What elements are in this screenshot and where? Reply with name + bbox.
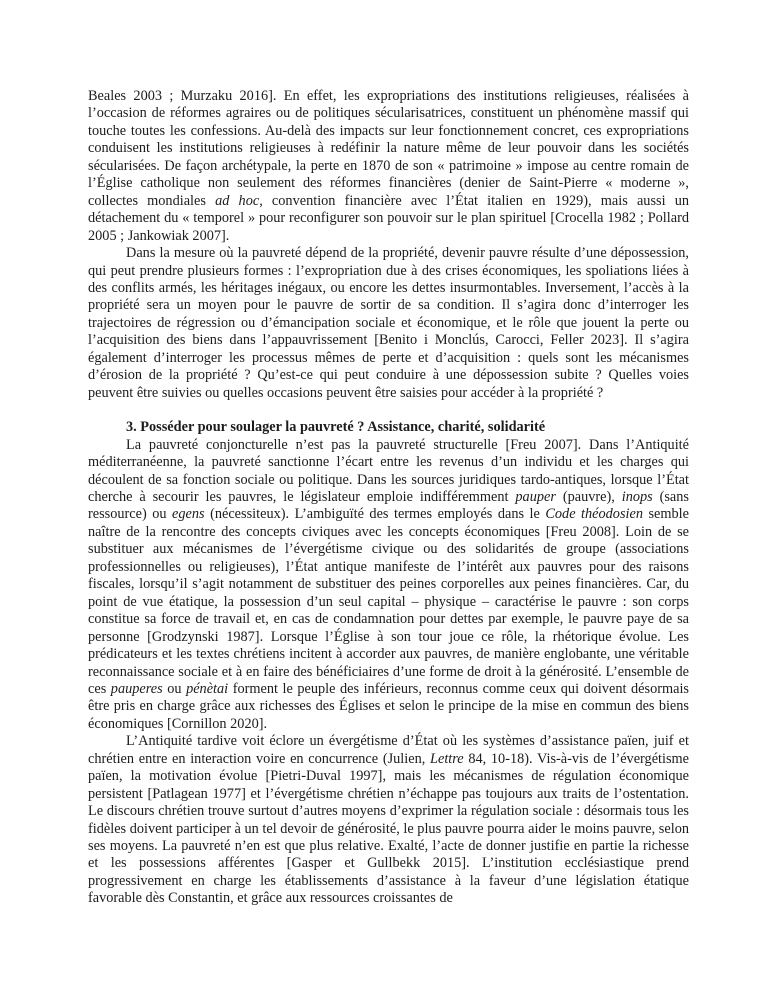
italic-text-run: pauper (515, 488, 556, 505)
paragraph-evergetisme (88, 733, 689, 908)
italic-text-run: inops (621, 488, 653, 505)
text-run: semble naître de la rencontre des concepts civiques avec les concepts économiques [Freu 2008]. Loin de se substituer aux mécanismes de l’évergétisme civique ou des solidarités de groupe (associations professionnelles ou religieuses), l’État antique manifeste de l’intérêt aux pauvres pour des raisons fiscales, lorsqu’il s’agit notamment de substituer des peines corporelles aux peines financières. Car, du point de vue étatique, la possession d’un seul capital – physique – caractérise le pauvre : son corps constitue sa force de travail et, en cas de condamnation pour dettes par exemple, le pauvre paye de sa personne [Grodzynski 1987]. Lorsque l’Église à son tour joue ce rôle, la rhétorique évolue. Les prédicateurs et les textes chrétiens incitent à accorder aux pauvres, de manière englobante, une véritable reconnaissance sociale et à en faire des bénéficiaires d’une forme de droit à la générosité. L’ensemble de ces (88, 506, 689, 697)
text-run: 3. Posséder pour soulager la pauvreté ? Assistance, charité, solidarité (126, 419, 546, 436)
text-run: 84, 10-18). Vis-à-vis de l’évergétisme païen, la motivation évolue [Pietri-Duval 1997], mais les mécanismes de régulation économique persistent [Patlagean 1977] et l’évergétisme chrétien n’échappe pas toujours aux traits de l’ostentation. Le discours chrétien trouve surtout d’autres moyens d’exprimer la régulation sociale : désormais tous les fidèles doivent participer à un tel devoir de générosité, le plus pauvre pourra aider le moins pauvre, selon ses moyens. La pauvreté n’en est que plus relative. Exalté, l’acte de donner justifie en partie la richesse et les possessions afférentes [Gasper et Gullbekk 2015]. L’institution ecclésiastique prend progressivement en charge les établissements d’assistance à la faveur d’une législation étatique favorable dès Constantin, et grâce aux ressources croissantes de (88, 750, 690, 907)
text-run: (sans ressource) ou (88, 488, 689, 523)
italic-text-run: Code théodosien (545, 506, 643, 523)
italic-text-run: ad hoc (215, 192, 260, 209)
paragraph-expropriations (88, 88, 689, 245)
text-run: La pauvreté conjoncturelle n’est pas la pauvreté structurelle [Freu 2007]. Dans l’Antiquité méditerranéenne, la pauvreté sanctionne l’écart entre les revenus d’un individu et les charges qui découlent de sa fonction sociale ou politique. Dans les sources juridiques tardo-antiques, lorsque l’État cherche à secourir les pauvres, le législateur emploie indifféremment (88, 436, 689, 505)
italic-text-run: Lettre (430, 750, 464, 767)
italic-text-run: pauperes (110, 680, 163, 697)
section-heading-3 (88, 419, 689, 436)
text-run: (nécessiteux). L’ambiguïté des termes employés dans le (204, 506, 546, 523)
italic-text-run: egens (172, 506, 205, 523)
paragraph-pauvrete-antiquite (88, 437, 689, 734)
document-body (88, 88, 689, 908)
paragraph-depossession (88, 245, 689, 402)
text-run: (pauvre), (555, 488, 622, 505)
text-run: ou (162, 680, 187, 697)
text-run: , convention financière avec l’État italien en 1929), mais aussi un détachement du « temporel » pour reconfigurer son pouvoir sur le plan spirituel [Crocella 1982 ; Pollard 2005 ; Jankowiak 2007]. (88, 192, 689, 244)
italic-text-run: pénètai (186, 680, 229, 697)
text-run: L’Antiquité tardive voit éclore un évergétisme d’État où les systèmes d’assistance païen, juif et chrétien entre en interaction voire en concurrence (Julien, (88, 733, 689, 767)
text-run: Beales 2003 ; Murzaku 2016]. En effet, les expropriations des institutions religieuses, réalisées à l’occasion de réformes agraires ou de politiques sécularisatrices, constituent un phénomène massif qui touche toutes les confessions. Au-delà des impacts sur leur fonctionnement concret, ces expropriations conduisent les institutions religieuses à redéfinir la nature même de leur pouvoir dans les sociétés sécularisées. De façon archétypale, la perte en 1870 de son « patrimoine » impose au centre romain de l’Église catholique non seulement des réformes financières (denier de Saint-Pierre « moderne », collectes mondiales (88, 88, 689, 209)
text-run: Dans la mesure où la pauvreté dépend de la propriété, devenir pauvre résulte d’une dépossession, qui peut prendre plusieurs formes : l’expropriation due à des crises économiques, les spoliations liées à des conflits armés, les héritages inégaux, ou encore les dettes insurmontables. Inversement, l’accès à la propriété sera un moyen pour le pauvre de sortir de sa condition. Il s’agira donc d’interroger les trajectoires de régression ou d’émancipation sociale et économique, et le rôle que jouent la perte ou l’acquisition des biens dans l’appauvrissement [Benito i Monclús, Carocci, Feller 2023]. Il s’agira également d’interroger les processus mêmes de perte et d’acquisition : quels sont les mécanismes d’érosion de la propriété ? Qu’est-ce qui peut conduire à une dépossession subite ? Quelles voies peuvent être suivies ou quelles occasions peuvent être saisies pour accéder à la propriété ? (88, 245, 689, 401)
text-run: forment le peuple des inférieurs, reconnus comme ceux qui doivent désormais être pris en charge grâce aux richesses des Églises et selon le principe de la mise en commun des biens économiques [Cornillon 2020]. (88, 680, 689, 732)
